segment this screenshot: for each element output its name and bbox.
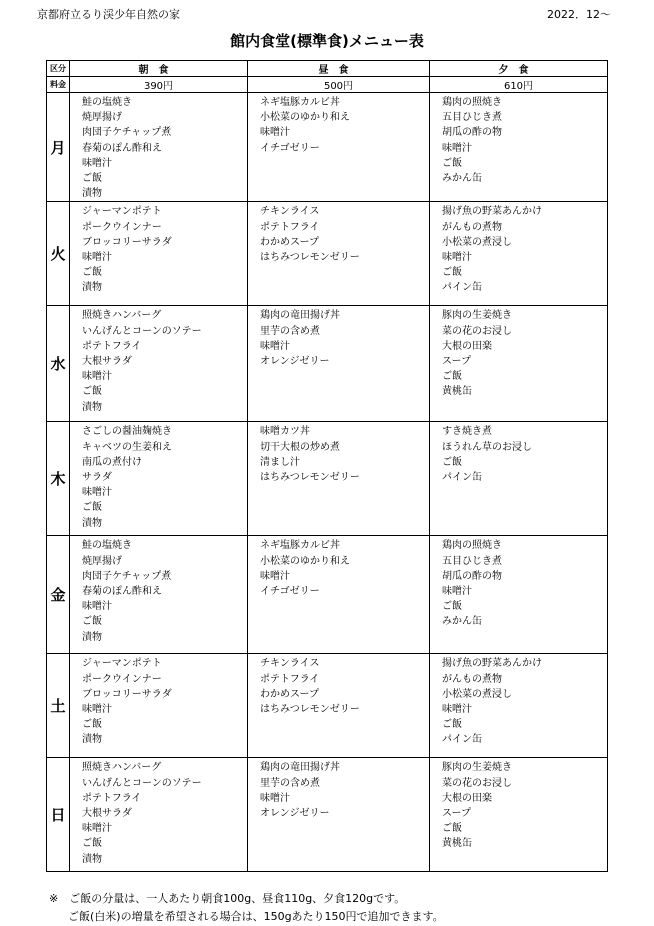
menu-item: イチゴゼリー — [260, 142, 320, 154]
menu-item: 味噌汁 — [260, 340, 290, 352]
menu-item: スープ — [442, 356, 471, 368]
menu-item: キャベツの生姜和え — [82, 441, 172, 453]
menu-item: 小松菜の煮浸し — [442, 236, 512, 248]
menu-item: いんげんとコーンのソテー — [82, 325, 202, 337]
menu-item: ブロッコリーサラダ — [82, 688, 172, 700]
menu-item: 小松菜のゆかり和え — [260, 555, 350, 567]
meal-header-dinner: 夕食 — [430, 61, 608, 77]
menu-item: 黄桃缶 — [442, 838, 472, 850]
footnote-extra-rice: ご飯(白米)の増量を希望される場合は、150gあたり150円で追加できます。 — [68, 910, 444, 923]
menu-item: さごしの醤油麹焼き — [82, 426, 172, 438]
menu-item: ご飯 — [442, 719, 462, 731]
dinner-cell — [430, 306, 608, 422]
dinner-cell — [430, 536, 608, 654]
day-label: 木 — [47, 422, 70, 536]
day-row — [47, 758, 608, 872]
menu-item: すき焼き煮 — [442, 426, 492, 438]
menu-item: 照焼きハンバーグ — [82, 762, 162, 774]
lunch-cell — [248, 654, 430, 758]
menu-item: 胡瓜の酢の物 — [442, 127, 502, 139]
organization-name: 京都府立るり渓少年自然の家 — [37, 8, 180, 21]
menu-item: 菜の花のお浸し — [442, 325, 512, 337]
menu-table — [46, 60, 608, 872]
menu-item: みかん缶 — [442, 616, 482, 628]
menu-item: 鮭の塩焼き — [82, 540, 132, 552]
menu-item: ネギ塩豚カルビ丼 — [260, 540, 340, 552]
menu-item: 大根サラダ — [82, 808, 132, 820]
menu-item: ポークウインナー — [82, 673, 162, 685]
menu-item: 漬物 — [82, 734, 102, 746]
menu-item: ジャーマンポテト — [82, 658, 162, 670]
menu-item: 胡瓜の酢の物 — [442, 570, 502, 582]
menu-item: 大根サラダ — [82, 356, 132, 368]
menu-item: 漬物 — [82, 401, 102, 413]
meal-header-breakfast: 朝食 — [70, 61, 248, 77]
menu-item: 大根の田楽 — [442, 340, 492, 352]
menu-item: 里芋の含め煮 — [260, 325, 320, 337]
menu-item: ご飯 — [82, 267, 102, 279]
menu-item: 肉団子ケチャップ煮 — [82, 127, 172, 139]
menu-item: ご飯 — [442, 823, 462, 835]
menu-item: ご飯 — [82, 616, 102, 628]
menu-item: 豚肉の生姜焼き — [442, 762, 512, 774]
menu-item: 鮭の塩焼き — [82, 97, 132, 108]
menu-item: 菜の花のお浸し — [442, 777, 512, 789]
breakfast-cell — [70, 422, 248, 536]
breakfast-cell — [70, 536, 248, 654]
menu-item: いんげんとコーンのソテー — [82, 777, 202, 789]
menu-item: ポークウインナー — [82, 221, 162, 233]
price-label: 料金 — [47, 77, 70, 93]
dinner-cell — [430, 654, 608, 758]
menu-item: はちみつレモンゼリー — [260, 252, 360, 264]
menu-item: 味噌汁 — [442, 252, 472, 264]
day-row — [47, 654, 608, 758]
menu-item: 漬物 — [82, 853, 102, 865]
day-row — [47, 202, 608, 306]
menu-item: ご飯 — [442, 267, 462, 279]
meal-header-lunch: 昼食 — [248, 61, 430, 77]
lunch-cell — [248, 93, 430, 202]
menu-item: わかめスープ — [260, 236, 319, 248]
menu-item: 味噌汁 — [442, 586, 472, 598]
menu-item: 清まし汁 — [260, 456, 300, 468]
dinner-cell — [430, 422, 608, 536]
menu-item: ポテトフライ — [82, 792, 142, 804]
menu-item: 味噌汁 — [260, 127, 290, 139]
menu-item: チキンライス — [260, 658, 320, 670]
day-label: 土 — [47, 654, 70, 758]
menu-item: 焼厚揚げ — [82, 112, 122, 124]
menu-item: 味噌汁 — [82, 371, 112, 383]
menu-item: オレンジゼリー — [260, 808, 330, 820]
day-row — [47, 536, 608, 654]
lunch-cell — [248, 536, 430, 654]
menu-item: 味噌汁 — [82, 601, 112, 613]
menu-item: ポテトフライ — [260, 221, 320, 233]
breakfast-cell — [70, 758, 248, 872]
menu-item: 五目ひじき煮 — [442, 555, 502, 567]
menu-item: 味噌汁 — [82, 704, 112, 716]
lunch-cell — [248, 422, 430, 536]
menu-item: がんもの煮物 — [442, 221, 502, 233]
menu-item: 味噌汁 — [442, 704, 472, 716]
menu-item: ジャーマンポテト — [82, 206, 162, 218]
menu-item: 漬物 — [82, 188, 102, 200]
menu-item: ご飯 — [442, 157, 462, 169]
price-lunch: 500円 — [248, 77, 430, 93]
menu-item: 春菊のぽん酢和え — [82, 142, 162, 154]
effective-date: 2022．12～ — [547, 8, 611, 21]
menu-item: 味噌汁 — [260, 792, 290, 804]
menu-item: 春菊のぽん酢和え — [82, 586, 162, 598]
menu-item: 南瓜の煮付け — [82, 456, 142, 468]
price-row — [47, 77, 608, 93]
price-breakfast: 390円 — [70, 77, 248, 93]
breakfast-cell — [70, 654, 248, 758]
breakfast-cell — [70, 93, 248, 202]
price-dinner: 610円 — [430, 77, 608, 93]
menu-item: ポテトフライ — [260, 673, 320, 685]
menu-item: 肉団子ケチャップ煮 — [82, 570, 172, 582]
menu-item: 味噌汁 — [82, 823, 112, 835]
day-row — [47, 306, 608, 422]
menu-item: 焼厚揚げ — [82, 555, 122, 567]
menu-item: パイン缶 — [442, 472, 482, 484]
menu-item: スープ — [442, 808, 471, 820]
page-title: 館内食堂(標準食)メニュー表 — [230, 32, 424, 50]
menu-item: ほうれん草のお浸し — [442, 441, 532, 453]
menu-item: ご飯 — [82, 838, 102, 850]
lunch-cell — [248, 202, 430, 306]
menu-item: はちみつレモンゼリー — [260, 704, 360, 716]
breakfast-cell — [70, 202, 248, 306]
menu-item: 揚げ魚の野菜あんかけ — [442, 206, 542, 218]
menu-item: ご飯 — [82, 386, 102, 398]
menu-item: 揚げ魚の野菜あんかけ — [442, 658, 542, 670]
menu-item: ブロッコリーサラダ — [82, 236, 172, 248]
dinner-cell — [430, 758, 608, 872]
menu-item: 鶏肉の竜田揚げ丼 — [260, 762, 340, 774]
day-label: 水 — [47, 306, 70, 422]
menu-item: 味噌汁 — [82, 252, 112, 264]
menu-item: 漬物 — [82, 282, 102, 294]
menu-item: 小松菜のゆかり和え — [260, 112, 350, 124]
menu-item: ご飯 — [82, 173, 102, 185]
dinner-cell — [430, 202, 608, 306]
menu-item: ネギ塩豚カルビ丼 — [260, 97, 340, 108]
menu-item: 大根の田楽 — [442, 792, 492, 804]
day-label: 金 — [47, 536, 70, 654]
menu-item: ご飯 — [82, 502, 102, 514]
menu-item: ご飯 — [442, 456, 462, 468]
menu-item: 味噌汁 — [442, 142, 472, 154]
menu-item: みかん缶 — [442, 173, 482, 185]
menu-item: ご飯 — [442, 371, 462, 383]
day-label: 火 — [47, 202, 70, 306]
lunch-cell — [248, 758, 430, 872]
lunch-cell — [248, 306, 430, 422]
menu-item: 味噌汁 — [82, 157, 112, 169]
menu-item: パイン缶 — [442, 734, 482, 746]
menu-item: ポテトフライ — [82, 340, 142, 352]
menu-item: 漬物 — [82, 631, 102, 643]
menu-item: パイン缶 — [442, 282, 482, 294]
menu-item: がんもの煮物 — [442, 673, 502, 685]
menu-item: 豚肉の生姜焼き — [442, 310, 512, 322]
menu-item: 小松菜の煮浸し — [442, 688, 512, 700]
day-label: 日 — [47, 758, 70, 872]
menu-item: 味噌カツ丼 — [260, 426, 310, 438]
breakfast-cell — [70, 306, 248, 422]
day-label: 月 — [47, 93, 70, 202]
kubun-label: 区分 — [47, 61, 70, 77]
dinner-cell — [430, 93, 608, 202]
menu-item: 照焼きハンバーグ — [82, 310, 162, 322]
menu-item: 黄桃缶 — [442, 386, 472, 398]
menu-item: ご飯 — [82, 719, 102, 731]
menu-item: 切干大根の炒め煮 — [260, 441, 340, 453]
footnote-portion: ※ ご飯の分量は、一人あたり朝食100g、昼食110g、夕食120gです。 — [49, 892, 406, 905]
menu-item: 里芋の含め煮 — [260, 777, 320, 789]
menu-item: イチゴゼリー — [260, 586, 320, 598]
menu-item: サラダ — [82, 472, 112, 484]
menu-item: 味噌汁 — [260, 570, 290, 582]
menu-item: 鶏肉の照焼き — [442, 540, 502, 552]
menu-item: わかめスープ — [260, 688, 319, 700]
menu-item: 鶏肉の竜田揚げ丼 — [260, 310, 340, 322]
menu-item: 鶏肉の照焼き — [442, 97, 502, 108]
menu-item: 味噌汁 — [82, 487, 112, 499]
day-row — [47, 93, 608, 202]
meal-header-row — [47, 61, 608, 77]
menu-item: はちみつレモンゼリー — [260, 472, 360, 484]
day-row — [47, 422, 608, 536]
menu-item: 五目ひじき煮 — [442, 112, 502, 124]
menu-item: 漬物 — [82, 517, 102, 529]
menu-item: オレンジゼリー — [260, 356, 330, 368]
menu-item: ご飯 — [442, 601, 462, 613]
menu-item: チキンライス — [260, 206, 320, 218]
